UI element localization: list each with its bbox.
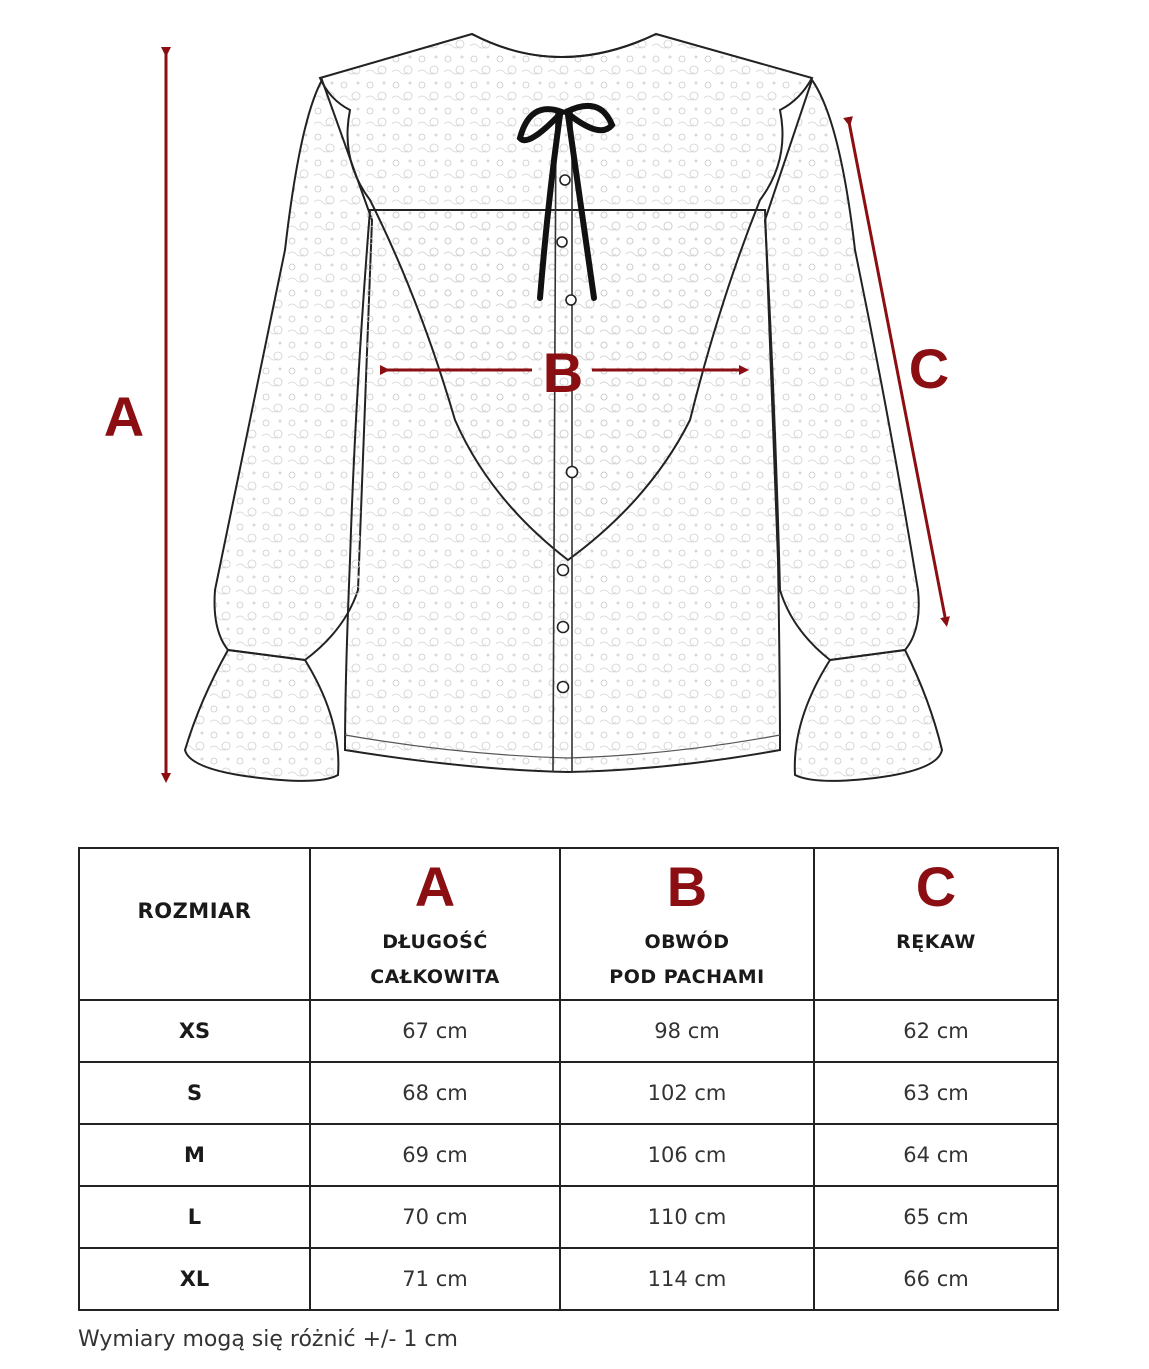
sleeve-cell: 64 cm [814, 1124, 1058, 1186]
size-cell: XL [79, 1248, 310, 1310]
table-row [79, 1186, 1058, 1248]
header-col-a-letter: A [414, 855, 456, 918]
header-col-b-letter: B [666, 855, 708, 918]
header-col-a [310, 848, 560, 1000]
size-cell: M [79, 1124, 310, 1186]
dimension-b-label: B [542, 341, 584, 404]
length-cell: 68 cm [310, 1062, 560, 1124]
table-row [79, 1248, 1058, 1310]
chest-cell: 110 cm [560, 1186, 814, 1248]
right-sleeve [765, 80, 942, 781]
dimension-a [104, 52, 166, 778]
header-col-c [814, 848, 1058, 1000]
header-size [79, 848, 310, 1000]
dimension-a-label: A [103, 385, 145, 448]
chest-cell: 106 cm [560, 1124, 814, 1186]
size-cell: XS [79, 1000, 310, 1062]
chest-cell: 114 cm [560, 1248, 814, 1310]
table-row [79, 1124, 1058, 1186]
sleeve-cell: 65 cm [814, 1186, 1058, 1248]
length-cell: 70 cm [310, 1186, 560, 1248]
sleeve-cell: 63 cm [814, 1062, 1058, 1124]
tolerance-note: Wymiary mogą się różnić +/- 1 cm [78, 1327, 458, 1352]
sleeve-cell: 66 cm [814, 1248, 1058, 1310]
chest-cell: 102 cm [560, 1062, 814, 1124]
length-cell: 71 cm [310, 1248, 560, 1310]
table-header-row [79, 848, 1058, 1000]
table-row [79, 1062, 1058, 1124]
chest-cell: 98 cm [560, 1000, 814, 1062]
header-col-b-title: OBWÓD POD PACHAMI [609, 931, 765, 988]
header-size-label: ROZMIAR [137, 899, 252, 923]
header-col-a-title: DŁUGOŚĆ CAŁKOWITA [370, 931, 500, 988]
header-col-c-letter: C [915, 855, 957, 918]
length-cell: 69 cm [310, 1124, 560, 1186]
dimension-c-label: C [908, 337, 950, 400]
size-cell: S [79, 1062, 310, 1124]
size-cell: L [79, 1186, 310, 1248]
header-col-b [560, 848, 814, 1000]
length-cell: 67 cm [310, 1000, 560, 1062]
sleeve-cell: 62 cm [814, 1000, 1058, 1062]
size-table [78, 847, 1059, 1311]
table-row [79, 1000, 1058, 1062]
header-col-c-title: RĘKAW [896, 931, 976, 953]
left-sleeve [185, 80, 372, 781]
